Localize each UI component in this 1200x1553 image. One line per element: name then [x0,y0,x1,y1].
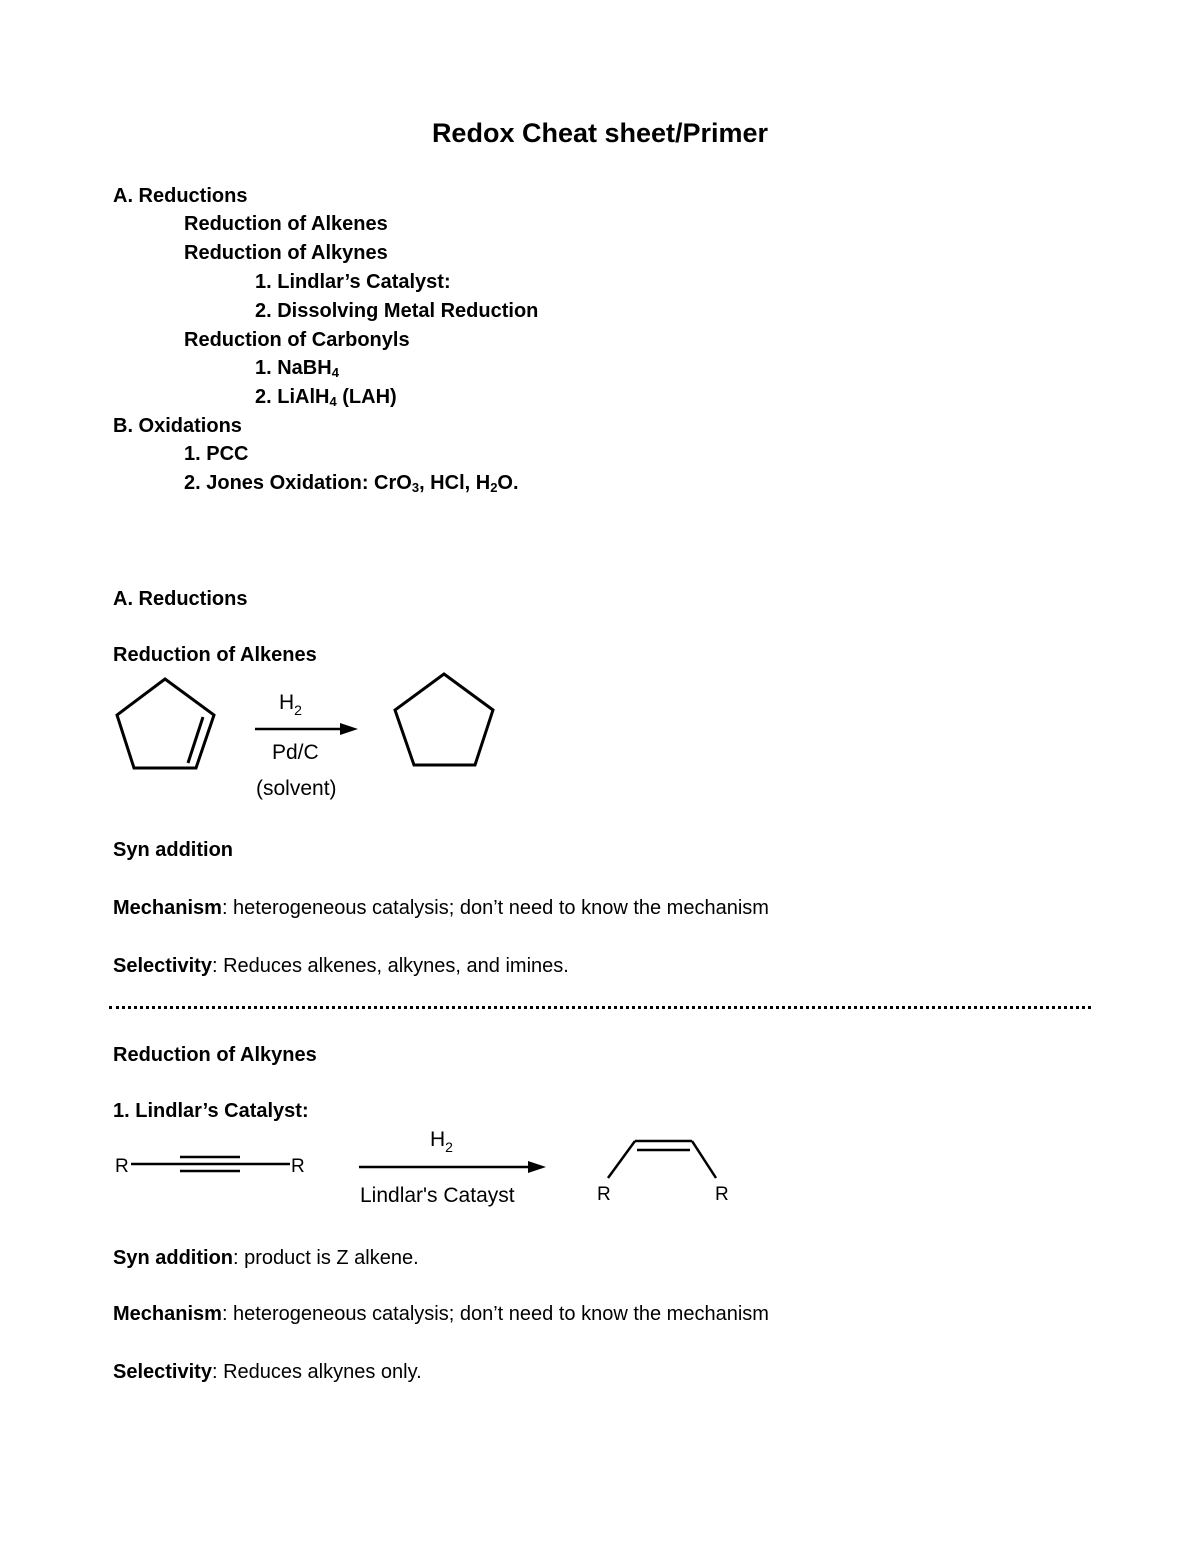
alkynes-mechanism-text: : heterogeneous catalysis; don’t need to know the mechanism [221,1303,769,1325]
alkynes-selectivity-label: Selectivity [113,1361,212,1383]
alkynes-selectivity [113,1360,422,1384]
reagent-h2-text: H [279,691,295,714]
toc-b-heading: B. Oxidations [113,415,242,437]
alkynes-syn-addition [113,1246,419,1270]
toc-nabh4 [255,356,339,380]
toc-pcc: 1. PCC [184,443,249,465]
cyclopentene-structure [117,679,214,768]
toc-jones-sub2: 2 [490,480,498,495]
alkyne-structure [131,1157,290,1171]
toc-alkynes: Reduction of Alkynes [184,242,388,264]
alkynes-syn-text: : product is Z alkene. [233,1247,419,1269]
alkenes-mechanism-text: : heterogeneous catalysis; don’t need to know the mechanism [221,897,769,919]
alkyne-r-right: R [291,1156,305,1177]
reagent-lindlar: Lindlar's Catayst [360,1184,515,1207]
alkenes-selectivity [113,954,569,978]
alkene-r-right: R [715,1184,729,1205]
toc-alkenes: Reduction of Alkenes [184,213,388,235]
toc-lialh4-sub: 4 [329,394,337,409]
z-alkene-structure [608,1141,716,1178]
lindlar-heading: 1. Lindlar’s Catalyst: [113,1100,309,1122]
toc-lialh4-text: 2. LiAlH [255,386,330,408]
alkynes-mechanism-label: Mechanism [113,1303,222,1325]
alkenes-selectivity-label: Selectivity [113,955,212,977]
toc-nabh4-sub: 4 [331,365,339,380]
alkyne-reduction-scheme [100,1120,750,1215]
toc-lialh4-suffix: (LAH) [336,386,397,408]
alkenes-mechanism-label: Mechanism [113,897,222,919]
toc-nabh4-text: 1. NaBH [255,357,332,379]
alkenes-syn-addition: Syn addition [113,839,233,861]
alkynes-syn-label: Syn addition [113,1247,233,1269]
toc-dissolving: 2. Dissolving Metal Reduction [255,300,539,322]
alkenes-heading: Reduction of Alkenes [113,644,317,666]
section-a-heading: A. Reductions [113,588,248,610]
toc-lindlar: 1. Lindlar’s Catalyst: [255,271,451,293]
toc-a-heading: A. Reductions [113,185,248,207]
alkenes-mechanism [113,896,769,920]
toc-jones [184,471,519,495]
reaction-arrow [255,723,358,735]
reagent-h2 [430,1128,453,1155]
reagent-h2 [279,691,302,718]
alkenes-selectivity-text: : Reduces alkenes, alkynes, and imines. [211,955,569,977]
toc-lialh4 [255,385,397,409]
cyclopentane-structure [395,674,493,765]
toc-carbonyls: Reduction of Carbonyls [184,329,410,351]
reagent-h2-sub: 2 [445,1139,453,1155]
section-divider [109,1006,1091,1009]
alkynes-heading: Reduction of Alkynes [113,1044,317,1066]
reagent-h2-text: H [430,1128,446,1151]
page-title: Redox Cheat sheet/Primer [431,118,769,148]
toc-jones-sub1: 3 [411,480,420,495]
alkyne-r-left: R [115,1156,129,1177]
reagent-h2-sub: 2 [294,702,302,718]
toc-jones-mid: , HCl, H [419,472,491,494]
toc-jones-suffix: O. [497,472,519,494]
alkynes-mechanism [113,1302,769,1326]
reagent-pd-c: Pd/C [272,741,319,764]
alkynes-selectivity-text: : Reduces alkynes only. [211,1361,422,1383]
reagent-solvent: (solvent) [256,777,337,800]
alkene-reduction-scheme [100,665,510,810]
toc-jones-text: 2. Jones Oxidation: CrO [184,472,412,494]
reaction-arrow [359,1161,546,1173]
alkene-r-left: R [597,1184,611,1205]
